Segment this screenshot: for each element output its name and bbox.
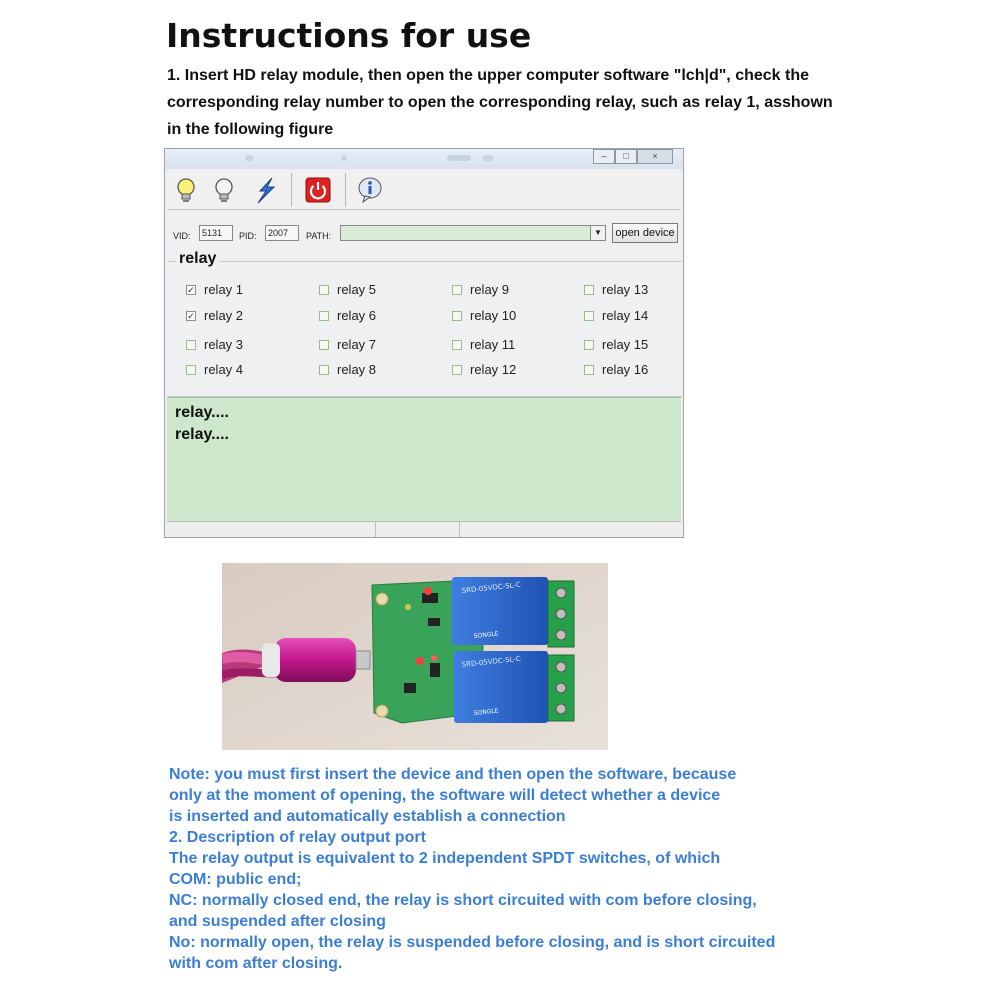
pid-field[interactable]: 2007	[265, 225, 299, 241]
pid-label: PID:	[239, 231, 257, 241]
lightning-icon[interactable]	[251, 175, 281, 205]
note-line: The relay output is equivalent to 2 independent SPDT switches, of which	[169, 850, 721, 867]
intro-line: 1. Insert HD relay module, then open the upper computer software "lch|d", check the	[167, 67, 809, 84]
relay-group-title: relay	[176, 250, 219, 268]
relay-checkbox-13[interactable]: relay 13	[584, 282, 648, 297]
relay-checkbox-3[interactable]: relay 3	[186, 337, 243, 352]
relay-checkbox-4[interactable]: relay 4	[186, 362, 243, 377]
bulb-off-icon[interactable]	[209, 175, 239, 205]
note-line: NC: normally closed end, the relay is short circuited with com before closing,	[169, 892, 757, 909]
relay-checkbox-7[interactable]: relay 7	[319, 337, 376, 352]
vid-field[interactable]: 5131	[199, 225, 233, 241]
vid-label: VID:	[173, 231, 191, 241]
info-icon[interactable]	[355, 175, 385, 205]
path-select[interactable]	[340, 225, 606, 241]
relay-group	[168, 250, 682, 397]
relay-checkbox-9[interactable]: relay 9	[452, 282, 509, 297]
window-titlebar[interactable]	[165, 149, 683, 169]
note-line: and suspended after closing	[169, 913, 386, 930]
chevron-down-icon[interactable]: ▼	[590, 226, 605, 240]
relay-checkbox-10[interactable]: relay 10	[452, 308, 516, 323]
log-line: relay....	[175, 404, 229, 421]
note-line: COM: public end;	[169, 871, 302, 888]
page-title: Instructions for use	[166, 16, 532, 55]
relay-checkbox-1[interactable]: ✓ relay 1	[187, 282, 244, 297]
notes-section	[169, 764, 889, 974]
maximize-button[interactable]: □	[615, 149, 637, 164]
relay-checkbox-12[interactable]: relay 12	[452, 362, 516, 377]
intro-line: in the following figure	[167, 121, 334, 138]
relay-software-window	[164, 148, 684, 538]
status-bar	[167, 521, 681, 538]
open-device-button[interactable]: open device	[612, 223, 678, 243]
relay-module-photo	[222, 563, 608, 750]
relay-checkbox-14[interactable]: relay 14	[584, 308, 648, 323]
bulb-on-icon[interactable]	[171, 175, 201, 205]
relay-brand: SONGLE	[473, 630, 499, 640]
relay-checkbox-5[interactable]: relay 5	[319, 282, 376, 297]
relay-marking: SRD-05VDC-SL-C	[461, 580, 522, 595]
relay-checkbox-8[interactable]: relay 8	[319, 362, 376, 377]
note-line: 2. Description of relay output port	[169, 829, 426, 846]
intro-text	[167, 62, 887, 143]
intro-line: corresponding relay number to open the corresponding relay, such as relay 1, asshown	[167, 94, 833, 111]
log-output[interactable]	[167, 397, 681, 522]
relay-checkbox-2[interactable]: ✓ relay 2	[187, 308, 244, 323]
close-button[interactable]: ×	[637, 149, 673, 164]
toolbar	[167, 171, 681, 210]
note-line: Note: you must first insert the device and then open the software, because	[169, 766, 737, 783]
relay-checkbox-6[interactable]: relay 6	[319, 308, 376, 323]
note-line: only at the moment of opening, the software will detect whether a device	[169, 787, 721, 804]
note-line: is inserted and automatically establish a connection	[169, 808, 566, 825]
device-id-row	[171, 223, 681, 245]
relay-checkbox-11[interactable]: relay 11	[452, 337, 515, 352]
relay-checkbox-16[interactable]: relay 16	[584, 362, 648, 377]
log-line: relay....	[175, 426, 229, 443]
minimize-button[interactable]: –	[593, 149, 615, 164]
relay-brand: SONGLE	[473, 707, 499, 717]
note-line: with com after closing.	[169, 955, 343, 972]
power-icon[interactable]	[303, 175, 333, 205]
relay-marking: SRD-05VDC-SL-C	[461, 654, 522, 669]
relay-checkbox-15[interactable]: relay 15	[584, 337, 648, 352]
note-line: No: normally open, the relay is suspended before closing, and is short circuited	[169, 934, 776, 951]
path-label: PATH:	[306, 231, 332, 241]
